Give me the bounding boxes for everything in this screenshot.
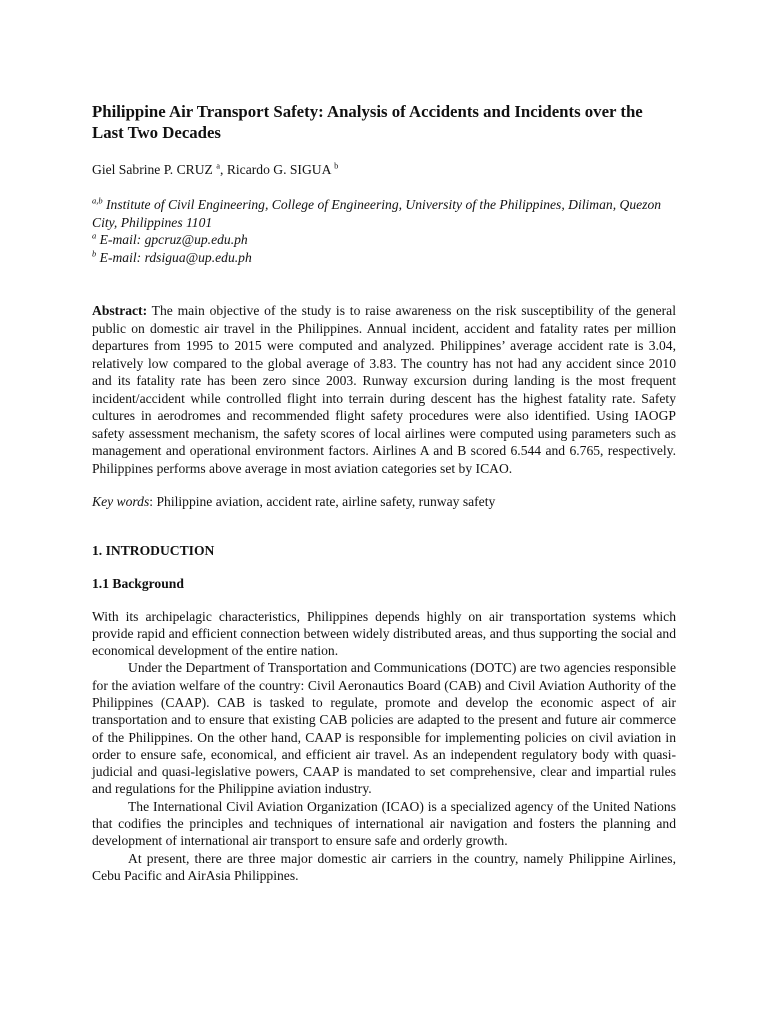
author-mark: b (334, 160, 339, 171)
affiliation-mark: a (92, 230, 97, 241)
paragraph: At present, there are three major domestic air carriers in the country, namely Philippine Airlines, Cebu Pacific and AirAsia Philippines. (92, 850, 676, 883)
section-body (92, 608, 676, 885)
abstract-text: The main objective of the study is to raise awareness on the risk susceptibility of the general public on domestic air travel in the Philippines. Annual incident, accident and fatality rates per million departures from 1995 to 2015 were computed and analyzed. Philippines’ average accident rate is 3.04, relatively low compared to the global average of 3.83. The country has not had any accident since 2010 and its fatality rate has been zero since 2003. Runway excursion during landing is the most frequent incident/accident while controlled flight into terrain during descent has the highest fatality rate. Safety cultures in aerodromes and recommended flight safety procedures were also identified. Using IAOGP safety assessment mechanism, the safety scores of local airlines were computed using parameters such as management and operational environment factors. Airlines A and B scored 6.544 and 6.765, respectively. Philippines performs above average in most aviation categories set by ICAO. (92, 303, 676, 476)
author-separator: , (220, 162, 227, 177)
email-text: E-mail: gpcruz@up.edu.ph (99, 232, 248, 247)
keywords-label: Key words (92, 494, 150, 509)
keywords-text: : Philippine aviation, accident rate, airline safety, runway safety (149, 494, 496, 509)
paragraph: With its archipelagic characteristics, Philippines depends highly on air transportation systems which provide rapid and efficient connection between widely distributed areas, and thus supporting the social and economical development of the entire nation. (92, 608, 676, 659)
paper-title: Philippine Air Transport Safety: Analysis of Accidents and Incidents over the Last Two Decades (92, 102, 643, 142)
paragraph: The International Civil Aviation Organization (ICAO) is a specialized agency of the United Nations that codifies the principles and techniques of international air navigation and fosters the planning and development of international air transport to ensure safe and orderly growth. (92, 798, 676, 849)
affiliation-mark: a,b (92, 195, 103, 206)
affiliation-email-a (92, 231, 676, 249)
author-name: Ricardo G. SIGUA (226, 162, 331, 177)
keywords (92, 493, 676, 511)
affiliation-institute (92, 196, 676, 231)
subsection-heading-background: 1.1 Background (92, 576, 184, 591)
email-text: E-mail: rdsigua@up.edu.ph (99, 249, 252, 265)
paper-page (92, 101, 676, 884)
author-name: Giel Sabrine P. CRUZ (92, 162, 213, 177)
author-mark: a (216, 160, 221, 171)
abstract-label: Abstract: (92, 303, 148, 318)
abstract (92, 302, 676, 477)
affiliation-email-b (92, 249, 676, 267)
affiliations (92, 196, 676, 266)
affiliation-text: Institute of Civil Engineering, College of Engineering, University of the Philippines, Diliman, Quezon City, Philippines 1101 (92, 197, 662, 230)
affiliation-mark: b (92, 247, 97, 258)
author-line (92, 161, 676, 178)
section-heading-introduction: 1. INTRODUCTION (92, 542, 215, 558)
paragraph: Under the Department of Transportation and Communications (DOTC) are two agencies responsible for the aviation welfare of the country: Civil Aeronautics Board (CAB) and Civil Aviation Authority of the Philippines (CAAP). CAB is tasked to regulate, promote and develop the economic aspect of air transportation and to ensure that existing CAB policies are adapted to the present and future air commerce of the Philippines. On the other hand, CAAP is responsible for implementing policies on civil aviation in order to ensure safe, economical, and efficient air travel. As an independent regulatory body with quasi-judicial and quasi-legislative powers, CAAP is mandated to set comprehensive, clear and impartial rules and regulations for the Philippine aviation industry. (92, 660, 676, 797)
